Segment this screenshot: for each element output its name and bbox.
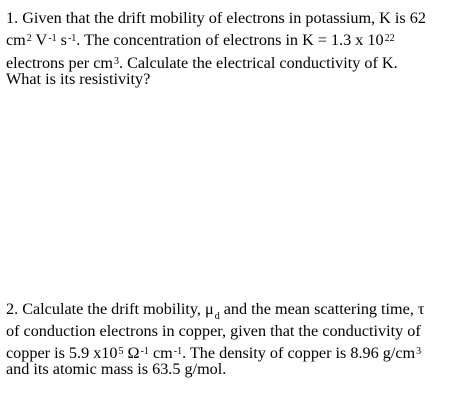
unit-s: s: [56, 31, 67, 49]
problem-2-text: 2. Calculate the drift mobility, μ: [6, 300, 214, 318]
problem-2-text: copper is 5.9 x10: [6, 344, 118, 362]
problem-2-text: . The density of copper is 8.96 g/cm: [182, 344, 416, 362]
exponent: -1: [140, 346, 149, 357]
problem-1-line-2: [6, 32, 468, 48]
problem-1-text: What is its resistivity?: [6, 70, 151, 88]
problem-1: [6, 10, 468, 87]
problem-2: [6, 301, 468, 377]
problem-1-line-4: [6, 71, 468, 87]
problem-2-line-3: [6, 345, 468, 361]
unit-ohm: Ω: [123, 344, 140, 362]
problem-1-text: . Calculate the electrical conductivity of K.: [118, 54, 398, 72]
problem-2-line-2: [6, 323, 468, 339]
problem-1-text: 1. Given that the drift mobility of electrons in potassium, K is 62: [6, 9, 426, 27]
problem-1-text: electrons per cm: [6, 54, 113, 72]
problem-1-text: . The concentration of electrons in K = 1.3 x 10: [76, 31, 384, 49]
unit-cm: cm: [6, 31, 26, 49]
unit-v: V: [31, 31, 48, 49]
problem-2-text: and its atomic mass is 63.5 g/mol.: [6, 360, 227, 378]
exponent: 2: [26, 33, 32, 44]
problem-2-text: and the mean scattering time, τ: [219, 300, 425, 318]
unit-cm: cm: [148, 344, 173, 362]
exponent: 3: [113, 56, 119, 67]
exponent: -1: [173, 346, 183, 357]
problem-2-line-4: [6, 361, 468, 377]
problem-1-line-1: [6, 10, 468, 26]
problem-1-line-3: [6, 55, 468, 71]
problem-2-line-1: [6, 300, 468, 322]
exponent: -1: [48, 33, 57, 44]
problem-2-text: of conduction electrons in copper, given that the conductivity of: [6, 322, 421, 340]
exponent: -1: [67, 33, 77, 44]
exponent: 3: [416, 346, 422, 357]
exponent: 22: [384, 33, 395, 44]
exponent: 5: [118, 346, 124, 357]
subscript: d: [214, 311, 220, 322]
